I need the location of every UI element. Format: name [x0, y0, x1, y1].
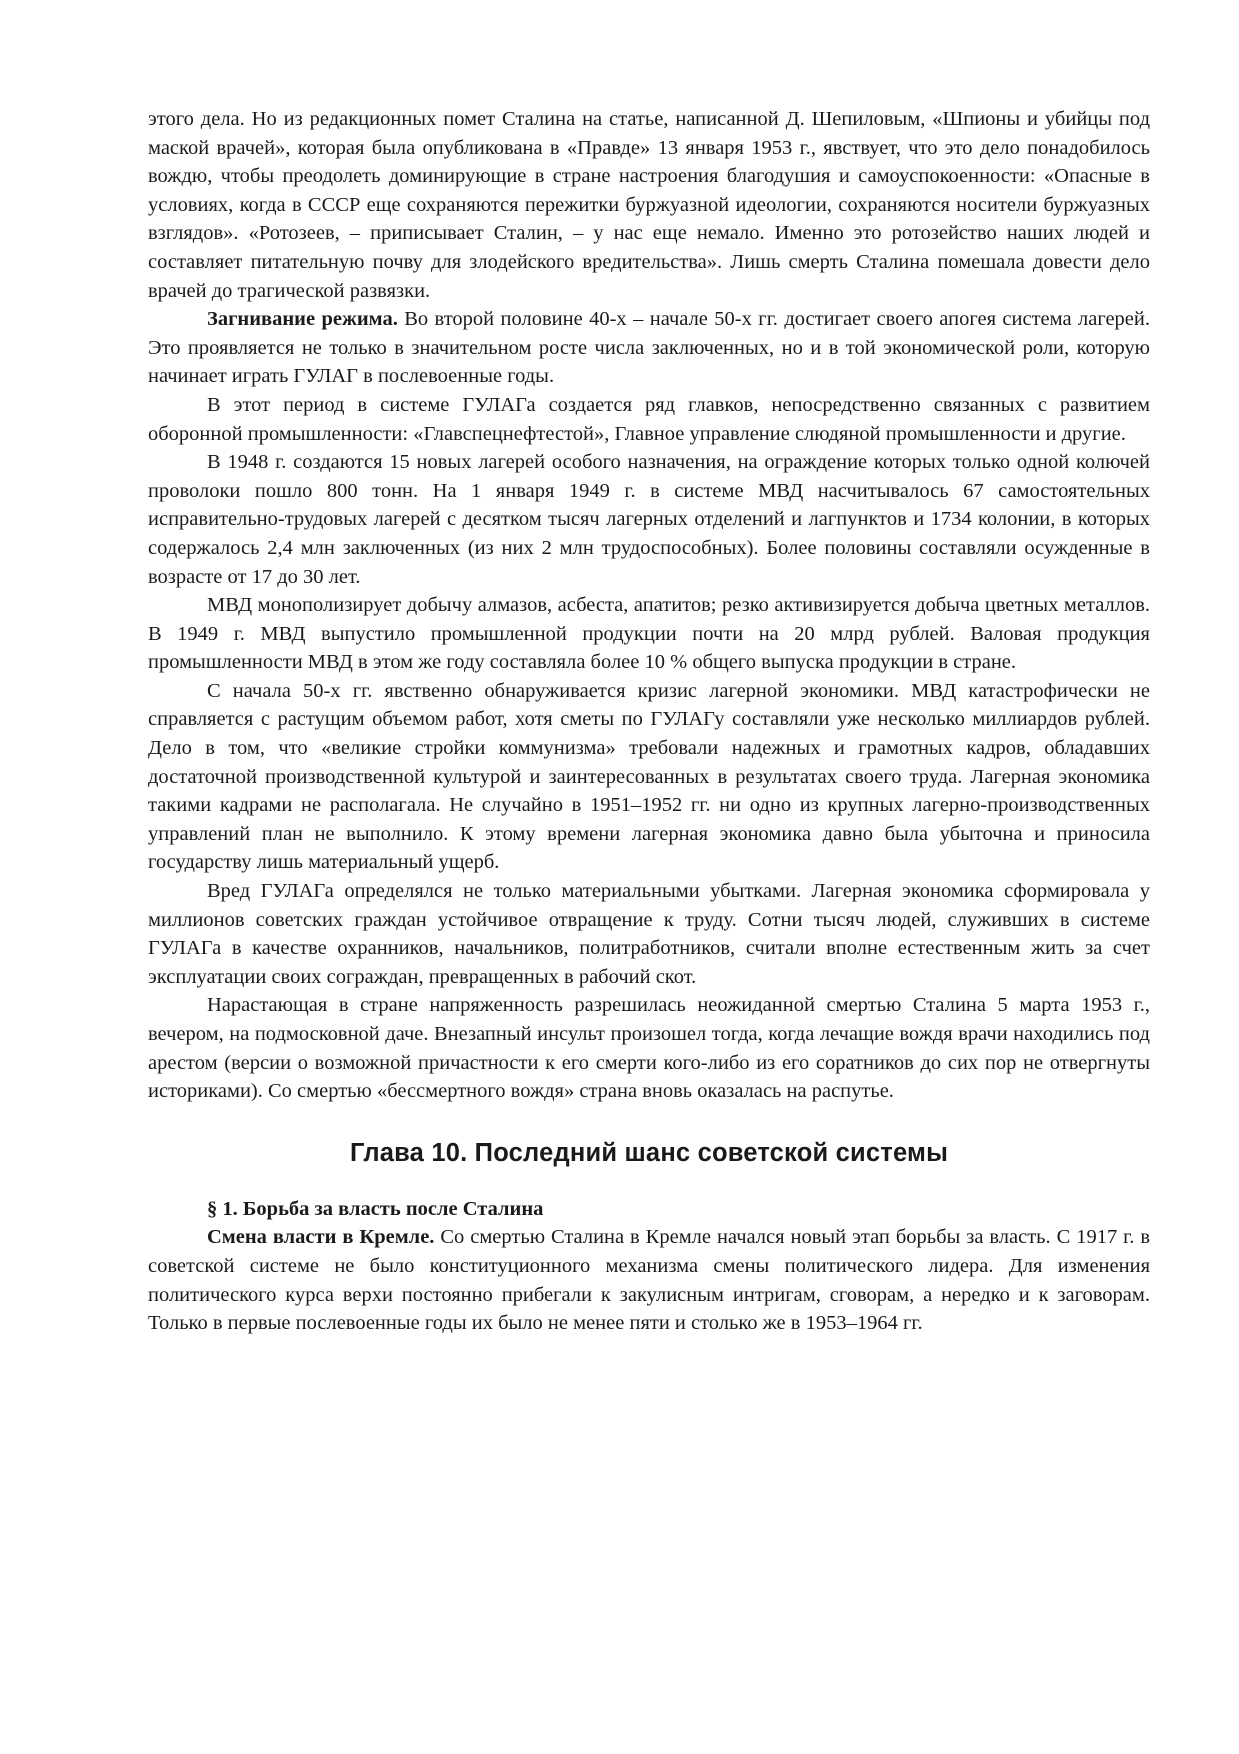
paragraph-text: Нарастающая в стране напряженность разрешилась неожиданной смертью Сталина 5 марта 1953 г., вечером, на подмосковной даче. Внезапный инсульт произошел тогда, когда лечащие вождя врачи находились под арестом (версии о возможной причастности к его смерти кого-либо из его соратников до сих пор не отвергнуты историками). Со смертью «бессмертного вождя» страна вновь оказалась на распутье.	[148, 994, 1150, 1103]
paragraph-stalin-death	[148, 991, 1150, 1105]
paragraph-text: С начала 50-х гг. явственно обнаруживается кризис лагерной экономики. МВД катастрофически не справляется с растущим объемом работ, хотя сметы по ГУЛАГу составляли уже несколько миллиардов рублей. Дело в том, что «великие стройки коммунизма» требовали надежных и грамотных кадров, обладавших достаточной производственной культурой и заинтересованных в результатах своего труда. Лагерная экономика такими кадрами не располагала. Не случайно в 1951–1952 гг. ни одно из крупных лагерно-производственных управлений план не выполнило. К этому времени лагерная экономика давно была убыточна и приносила государству лишь материальный ущерб.	[148, 679, 1150, 874]
document-page	[148, 105, 1150, 1338]
paragraph-continuation	[148, 105, 1150, 305]
chapter-title: Глава 10. Последний шанс советской системы	[349, 1138, 949, 1167]
paragraph-1948-camps	[148, 448, 1150, 591]
paragraph-text: Во второй половине 40-х – начале 50-х гг. достигает своего апогея система лагерей. Это проявляется не только в значительном росте числа заключенных, но и в той экономической роли, которую начинает играть ГУЛАГ в послевоенные годы.	[148, 308, 1150, 388]
paragraph-camp-economy-crisis	[148, 677, 1150, 877]
paragraph-text: этого дела. Но из редакционных помет Сталина на статье, написанной Д. Шепиловым, «Шпионы и убийцы под маской врачей», которая была опубликована в «Правде» 13 января 1953 г., явствует, что это дело понадобилось вождю, чтобы преодолеть доминирующие в стране настроения благодушия и самоуспокоенности: «Опасные в условиях, когда в СССР еще сохраняются пережитки буржуазной идеологии, сохраняются носители буржуазных взглядов». «Ротозеев, – приписывает Сталин, – у нас еще немало. Именно это ротозейство наших людей и составляет питательную почву для злодейского вредительства». Лишь смерть Сталина помешала довести дело врачей до трагической развязки.	[148, 108, 1150, 302]
paragraph-text: В 1948 г. создаются 15 новых лагерей особого назначения, на ограждение которых только одной колючей проволоки пошло 800 тонн. На 1 января 1949 г. в системе МВД насчитывалось 67 самостоятельных исправительно-трудовых лагерей с десятком тысяч лагерных отделений и лагпунктов и 1734 колонии, в которых содержалось 2,4 млн заключенных (из них 2 млн трудоспособных). Более половины составляли осужденные в возрасте от 17 до 30 лет.	[148, 451, 1150, 588]
paragraph-text: Со смертью Сталина в Кремле начался новый этап борьбы за власть. С 1917 г. в советской системе не было конституционного механизма смены политического лидера. Для изменения политического курса верхи постоянно прибегали к закулисным интригам, сговорам, а нередко и к заговорам. Только в первые послевоенные годы их было не менее пяти и столько же в 1953–1964 гг.	[148, 1226, 1150, 1335]
section-title: § 1. Борьба за власть после Сталина	[207, 1197, 544, 1220]
paragraph-text: Вред ГУЛАГа определялся не только материальными убытками. Лагерная экономика сформировала у миллионов советских граждан устойчивое отвращение к труду. Сотни тысяч людей, служивших в системе ГУЛАГа в качестве охранников, начальников, политработников, считали вполне естественным жить за счет эксплуатации своих сограждан, превращенных в рабочий скот.	[148, 880, 1150, 988]
paragraph-lead: Загнивание режима.	[207, 308, 398, 331]
paragraph-text: МВД монополизирует добычу алмазов, асбеста, апатитов; резко активизируется добыча цветных металлов. В 1949 г. МВД выпустило промышленной продукции почти на 20 млрд рублей. Валовая продукция промышленности МВД в этом же году составляла более 10 % общего выпуска продукции в стране.	[148, 594, 1150, 674]
paragraph-gulag-glavki	[148, 391, 1150, 448]
paragraph-lead: Смена власти в Кремле.	[207, 1226, 435, 1249]
paragraph-mvd-monopoly	[148, 591, 1150, 677]
paragraph-gulag-harm	[148, 877, 1150, 991]
paragraph-text: В этот период в системе ГУЛАГа создается ряд главков, непосредственно связанных с развитием оборонной промышленности: «Главспецнефтестой», Главное управление слюдяной промышленности и другие.	[148, 393, 1150, 445]
paragraph-power-change	[148, 1223, 1150, 1337]
paragraph-rotting-regime	[148, 305, 1150, 391]
